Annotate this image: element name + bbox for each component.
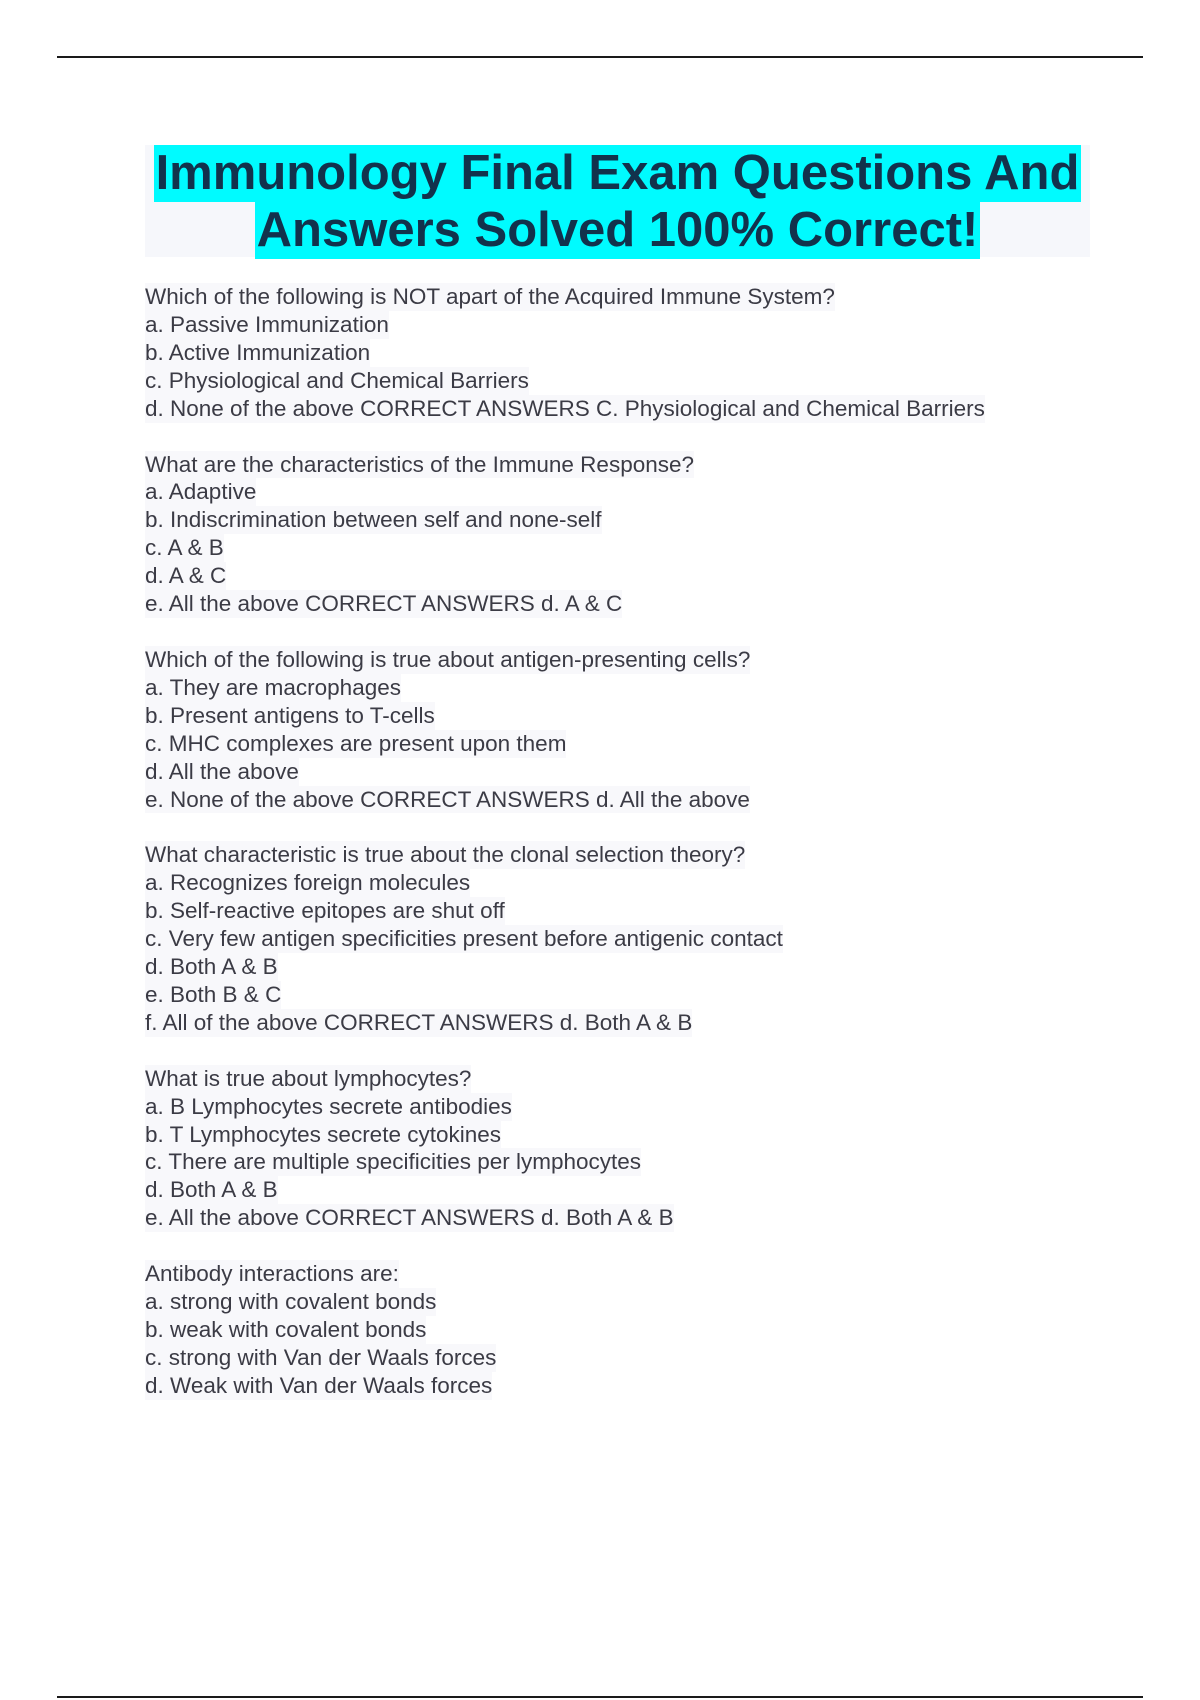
question-text: What are the characteristics of the Immune Response? [145,451,695,477]
answer-option: a. They are macrophages [145,674,401,700]
answer-option: c. A & B [145,535,224,561]
question-block [145,451,1105,618]
answer-option: a. Recognizes foreign molecules [145,870,471,896]
title-line: Immunology Final Exam Questions And [155,146,1080,200]
answer-option: c. Physiological and Chemical Barriers [145,367,529,393]
answer-option: d. None of the above CORRECT ANSWERS C. Physiological and Chemical Barriers [145,395,985,421]
answer-option: a. Adaptive [145,479,257,505]
answer-option: b. Indiscrimination between self and none-self [145,507,602,533]
answer-option: e. All the above CORRECT ANSWERS d. A & C [145,591,623,617]
answer-option: e. All the above CORRECT ANSWERS d. Both A & B [145,1205,674,1231]
question-block [145,1065,1105,1232]
answer-option: c. Very few antigen specificities present before antigenic contact [145,926,783,952]
question-block [145,1260,1105,1400]
question-block [145,283,1105,423]
answer-option: c. There are multiple specificities per lymphocytes [145,1149,642,1175]
question-text: What characteristic is true about the clonal selection theory? [145,842,746,868]
question-block [145,841,1105,1036]
answer-option: c. strong with Van der Waals forces [145,1344,497,1370]
answer-option: a. B Lymphocytes secrete antibodies [145,1093,512,1119]
answer-option: d. Both A & B [145,954,278,980]
answer-option: a. strong with covalent bonds [145,1289,437,1315]
question-block [145,646,1105,813]
question-text: Antibody interactions are: [145,1261,399,1287]
answer-option: b. weak with covalent bonds [145,1317,427,1342]
question-text: Which of the following is NOT apart of the Acquired Immune System? [145,284,835,309]
question-text: Which of the following is true about antigen-presenting cells? [145,646,751,672]
answer-option: c. MHC complexes are present upon them [145,730,567,756]
answer-option: a. Passive Immunization [145,311,389,337]
document-title [145,145,1090,257]
answer-option: d. A & C [145,563,227,589]
answer-option: f. All of the above CORRECT ANSWERS d. Both A & B [145,1009,693,1035]
answer-option: b. Active Immunization [145,339,371,365]
answer-option: e. None of the above CORRECT ANSWERS d. All the above [145,786,750,812]
question-list [145,283,1105,1428]
answer-option: e. Both B & C [145,981,282,1007]
answer-option: b. T Lymphocytes secrete cytokines [145,1121,502,1147]
answer-option: d. Weak with Van der Waals forces [145,1372,493,1398]
question-text: What is true about lymphocytes? [145,1065,472,1091]
answer-option: d. Both A & B [145,1177,278,1203]
page-bottom-rule [57,1696,1143,1698]
answer-option: d. All the above [145,758,299,784]
answer-option: b. Present antigens to T-cells [145,702,435,728]
answer-option: b. Self-reactive epitopes are shut off [145,898,505,924]
title-line: Answers Solved 100% Correct! [256,203,979,257]
page-top-rule [57,56,1143,58]
